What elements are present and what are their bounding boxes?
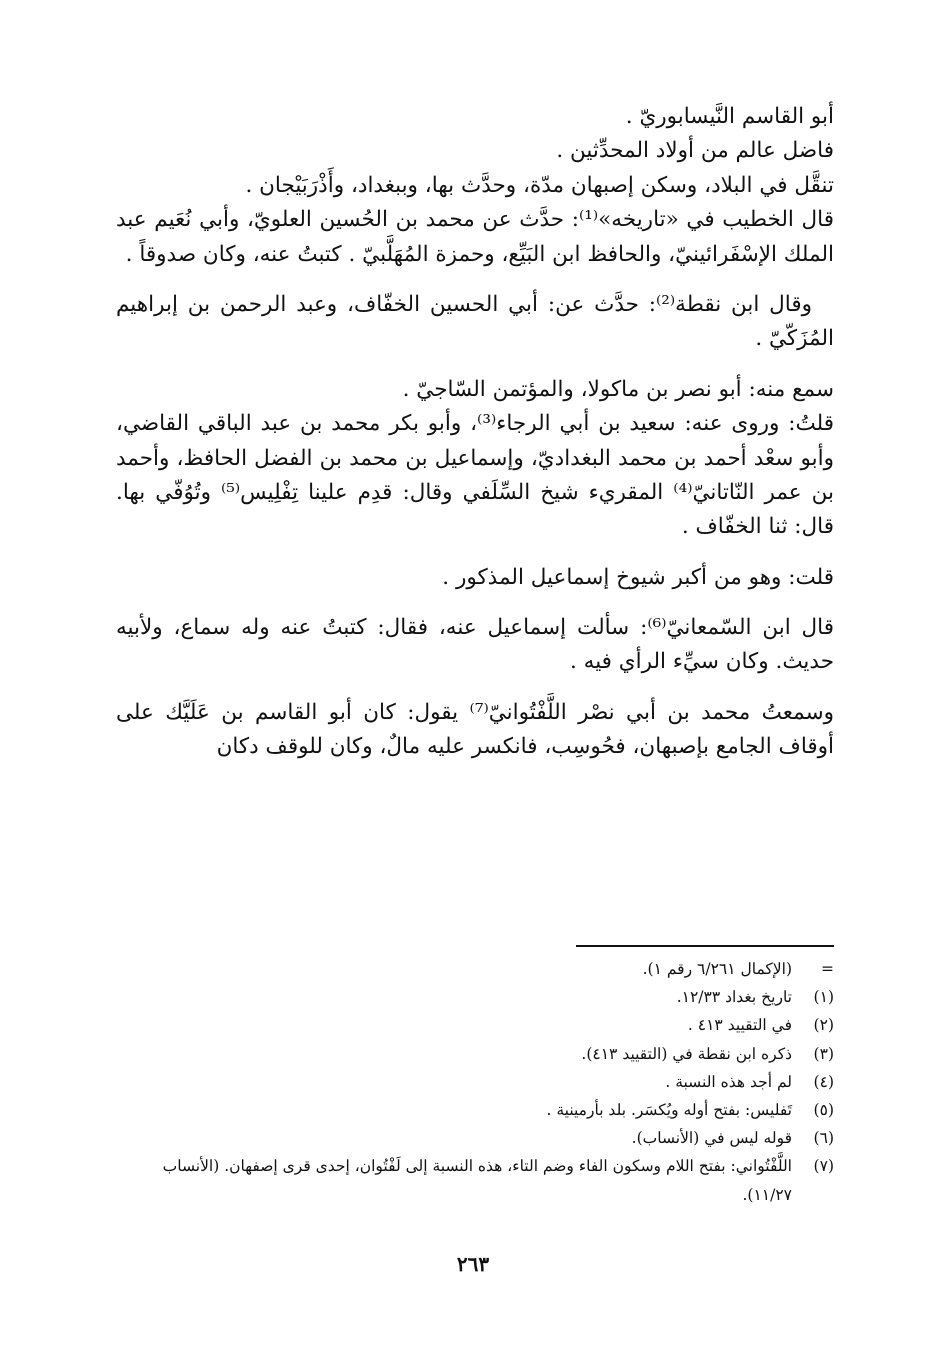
footnote-number: (٥): [813, 1101, 834, 1120]
footnote: [116, 1096, 834, 1124]
footnote-separator: [576, 945, 834, 947]
paragraph: وقال ابن نقطة⁽²⁾: حدَّث عن: أبي الحسين الخفّاف، وعبد الرحمن بن إبراهيم المُزَكّيّ .: [116, 291, 834, 352]
main-text: [116, 100, 834, 765]
footnote-text: تاريخ بغداد ١٢/٣٣.: [676, 988, 792, 1007]
paragraph: فاضل عالم من أولاد المحدِّثين .: [556, 138, 834, 164]
footnote-number: (٢): [813, 1016, 834, 1035]
footnote-text: اللَّفْتُواني: بفتح اللام وسكون الفاء وضم التاء، هذه النسبة إلى لَفْتُوان، إحدى قرى إصفهان. (الأنساب ١١/٢٧).: [162, 1157, 792, 1204]
page-number: ٢٦٣: [456, 1252, 490, 1276]
footnote-text: في التقييد ٤١٣ .: [687, 1016, 792, 1035]
footnote-number: (٣): [813, 1044, 834, 1063]
footnote: [116, 983, 834, 1011]
footnote: [116, 1040, 834, 1068]
footnote-text: قوله ليس في (الأنساب).: [631, 1129, 792, 1148]
footnote-number: (٦): [813, 1129, 834, 1148]
footnote-text: ذكره ابن نقطة في (التقييد ٤١٣).: [581, 1044, 792, 1063]
footnote: [116, 1011, 834, 1039]
footnote-text: (الإكمال ٦/٢٦١ رقم ١).: [642, 960, 792, 978]
footnote: [116, 1068, 834, 1096]
paragraph: وسمعتُ محمد بن أبي نصْر اللَّفْتُوانيّ⁽⁷⁾ يقول: كان أبو القاسم بن عَلَيَّك على أوقاف الجامع بإصبهان، فحُوسِب، فانكسر عليه مالٌ، وكان للوقف دكان: [116, 699, 834, 760]
footnotes: [116, 955, 834, 1209]
paragraph: قلت: وهو من أكبر شيوخ إسماعيل المذكور .: [442, 564, 834, 590]
footnote: [116, 1124, 834, 1152]
footnote-text: تَفليس: بفتح أوله ويُكسَر. بلد بأرمينية .: [546, 1101, 792, 1120]
footnote-number: (٧): [813, 1157, 834, 1176]
footnote-number: =: [821, 960, 834, 978]
footnote: [116, 955, 834, 983]
footnote: [116, 1152, 834, 1208]
footnote-number: (١): [813, 988, 834, 1007]
footnote-number: (٤): [813, 1072, 834, 1091]
paragraph: قال الخطيب في «تاريخه»⁽¹⁾: حدَّث عن محمد بن الحُسين العلويّ، وأبي نُعَيم عبد الملك الإسْفَرائينيّ، والحافظ ابن البَيِّع، وحمزة المُهَلَّبيّ . كتبتُ عنه، وكان صدوقاً .: [116, 207, 835, 267]
paragraph: تنقَّل في البلاد، وسكن إصبهان مدّة، وحدَّث بها، وببغداد، وأَذْرَبَيْجان .: [245, 172, 834, 198]
paragraph: سمع منه: أبو نصر بن ماكولا، والمؤتمن السّاجيّ .: [402, 376, 834, 402]
paragraph: قال ابن السّمعانيّ⁽⁶⁾: سألت إسماعيل عنه، فقال: كتبتُ عنه وله سماع، ولأبيه حديث. وكان سيِّء الرأي فيه .: [116, 615, 835, 675]
paragraph: أبو القاسم النَّيسابوريّ .: [625, 104, 834, 129]
footnote-text: لم أجد هذه النسبة .: [665, 1072, 792, 1091]
paragraph: قلتُ: وروى عنه: سعيد بن أبي الرجاء⁽³⁾، وأبو بكر محمد بن عبد الباقي القاضي، وأبو سعْد أحمد بن محمد البغداديّ، وإسماعيل بن محمد بن الفضل الحافظ، وأحمد بن عمر النّاتانيّ⁽⁴⁾ المقريء شيخ السِّلَفي وقال: قدِم علينا تِفْلِيس⁽⁵⁾ وتُوُفّي بها. قال: ثنا الخفّاف .: [116, 411, 834, 540]
